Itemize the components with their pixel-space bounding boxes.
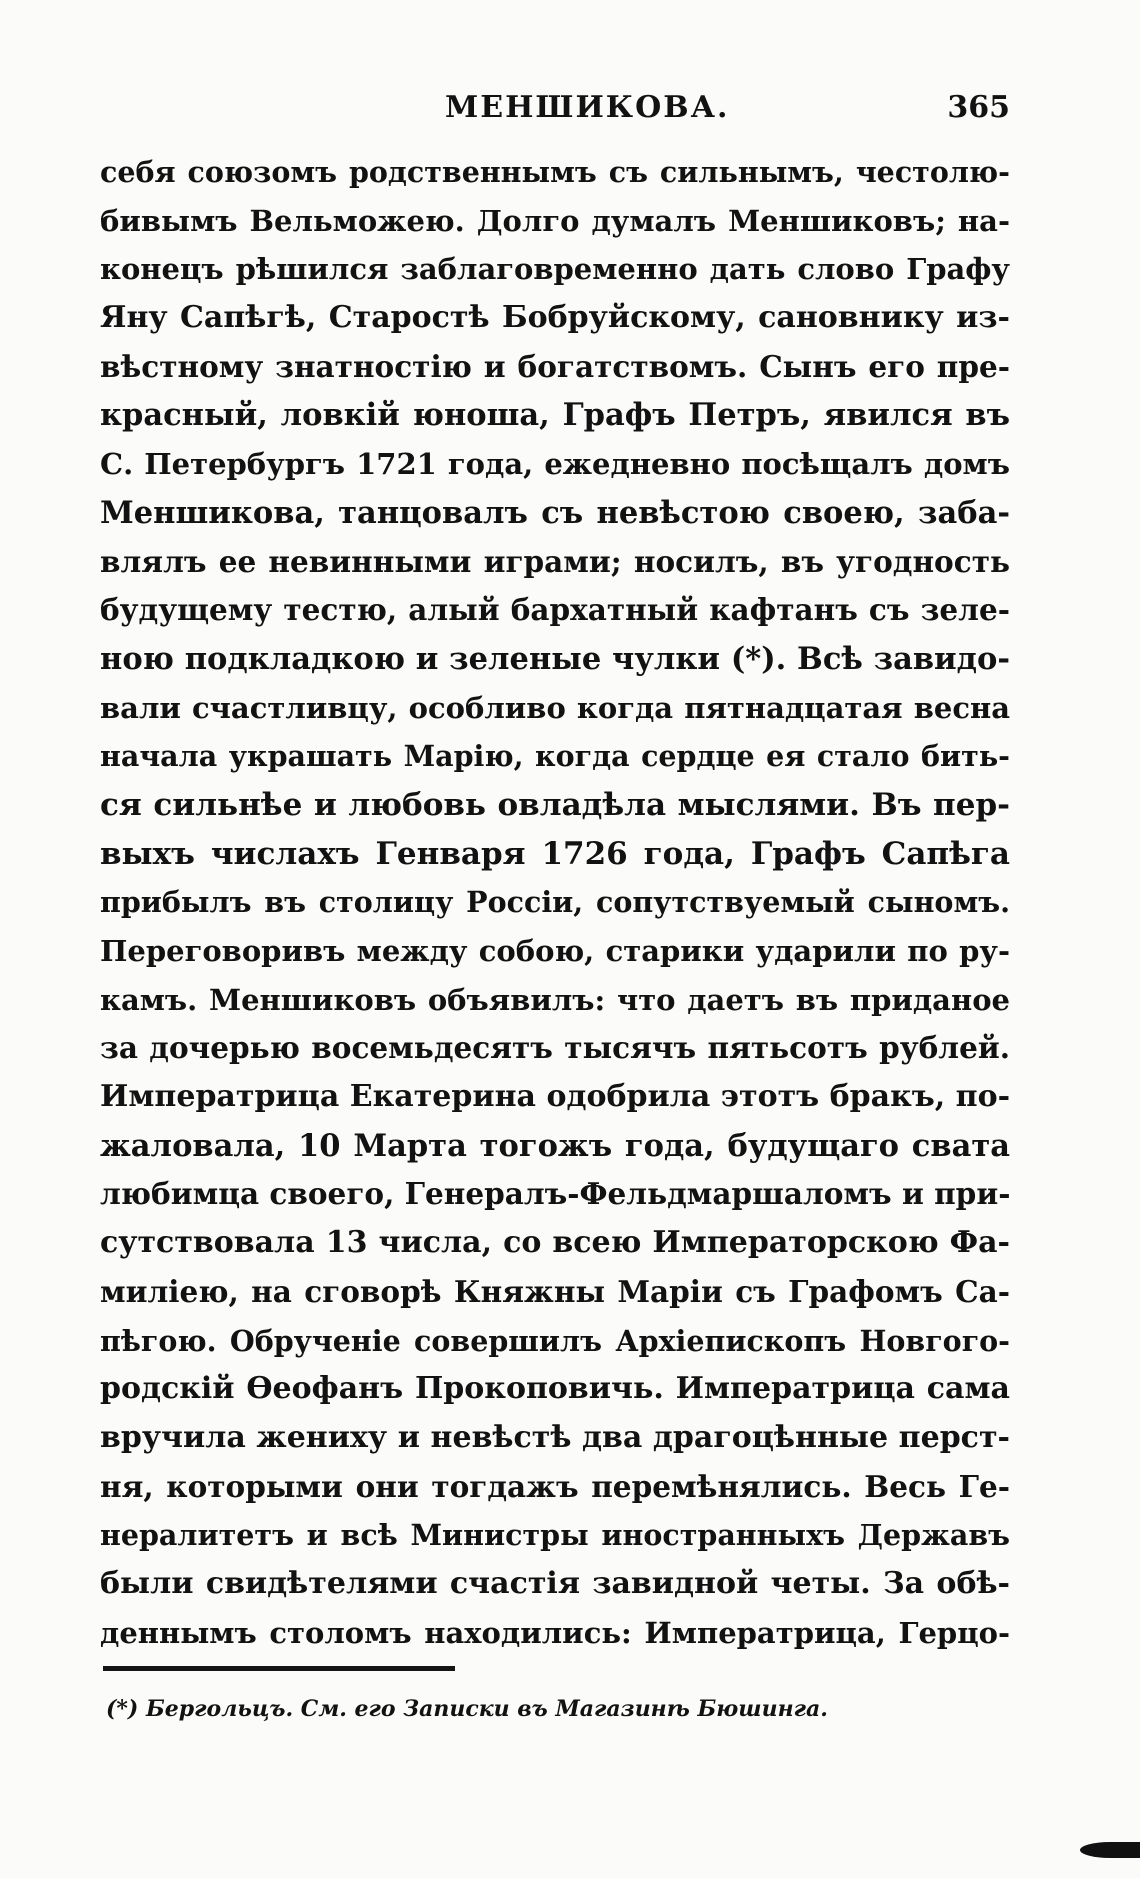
text-line: ня, которыми они тогдажъ перемѣнялись. Весь Ге- — [100, 1468, 1010, 1504]
text-line: влялъ ее невинными играми; носилъ, въ угодность — [100, 543, 1010, 579]
text-line: были свидѣтелями счастія завидной четы. За обѣ- — [100, 1565, 1010, 1601]
text-line: вручила жениху и невѣстѣ два драгоцѣнные перст- — [100, 1419, 1010, 1455]
body-text — [100, 148, 1010, 1657]
text-line: вѣстному знатностію и богатствомъ. Сынъ его пре- — [100, 348, 1010, 384]
text-line: Императрица Екатерина одобрила этотъ бракъ, по- — [100, 1079, 1011, 1115]
text-line: ною подкладкою и зеленые чулки (*). Всѣ завидо- — [100, 640, 1010, 677]
page-number: 365 — [947, 90, 1010, 125]
text-line: выхъ числахъ Генваря 1726 года, Графъ Сапѣга — [100, 835, 1010, 872]
text-line: деннымъ столомъ находились: Императрица, Герцо- — [100, 1615, 1010, 1650]
running-title: МЕНШИКОВА. — [445, 90, 730, 125]
text-line: вали счастливцу, особливо когда пятнадцатая весна — [100, 690, 1010, 725]
text-line: камъ. Меншиковъ объявилъ: что даетъ въ приданое — [100, 982, 1010, 1017]
text-line: себя союзомъ родственнымъ съ сильнымъ, честолю- — [100, 155, 1010, 189]
text-line: ся сильнѣе и любовь овладѣла мыслями. Въ пер- — [100, 786, 1010, 823]
text-line: жаловала, 10 Марта тогожъ года, будущаго свата — [100, 1127, 1010, 1164]
text-line: пѣгою. Обрученіе совершилъ Архіепископъ Новгого- — [100, 1323, 1010, 1358]
text-line: любимца своего, Генералъ-Фельдмаршаломъ и при- — [100, 1176, 1011, 1212]
text-line: сутствовала 13 числа, со всею Императорскою Фа- — [100, 1225, 1010, 1261]
text-line: за дочерью восемьдесятъ тысячъ пятьсотъ рублей. — [100, 1030, 1010, 1066]
text-line: бивымъ Вельможею. Долго думалъ Меншиковъ; на- — [100, 203, 1010, 238]
ink-blot — [1080, 1842, 1140, 1858]
text-line: Переговоривъ между собою, старики ударили по ру- — [100, 934, 1010, 968]
page-header — [100, 86, 1010, 134]
footnote-rule — [103, 1666, 455, 1671]
text-line: миліею, на сговорѣ Княжны Маріи съ Графомъ Са- — [100, 1273, 1010, 1309]
text-line: нералитетъ и всѣ Министры иностранныхъ Державъ — [100, 1518, 1010, 1553]
text-line: родскій Ѳеофанъ Прокоповичь. Императрица сама — [100, 1371, 1010, 1407]
footnote: (*) Бергольцъ. См. его Записки въ Магазинѣ Бюшинга. — [106, 1696, 828, 1722]
text-line: Яну Сапѣгѣ, Старостѣ Бобруйскому, сановнику из- — [100, 300, 1010, 336]
text-line: конецъ рѣшился заблаговременно дать слово Графу — [100, 252, 1010, 287]
text-line: красный, ловкій юноша, Графъ Петръ, явился въ — [100, 397, 1010, 434]
text-line: будущему тестю, алый бархатный кафтанъ съ зеле- — [100, 592, 1010, 628]
text-line: Меншикова, танцовалъ съ невѣстою своею, забa- — [100, 494, 1010, 531]
text-line: начала украшать Марію, когда сердце ея стало бить- — [100, 739, 1010, 774]
text-line: С. Петербургъ 1721 года, ежедневно посѣщалъ домъ — [100, 447, 1010, 482]
text-line: прибылъ въ столицу Россіи, сопутствуемый сыномъ. — [100, 885, 1010, 920]
